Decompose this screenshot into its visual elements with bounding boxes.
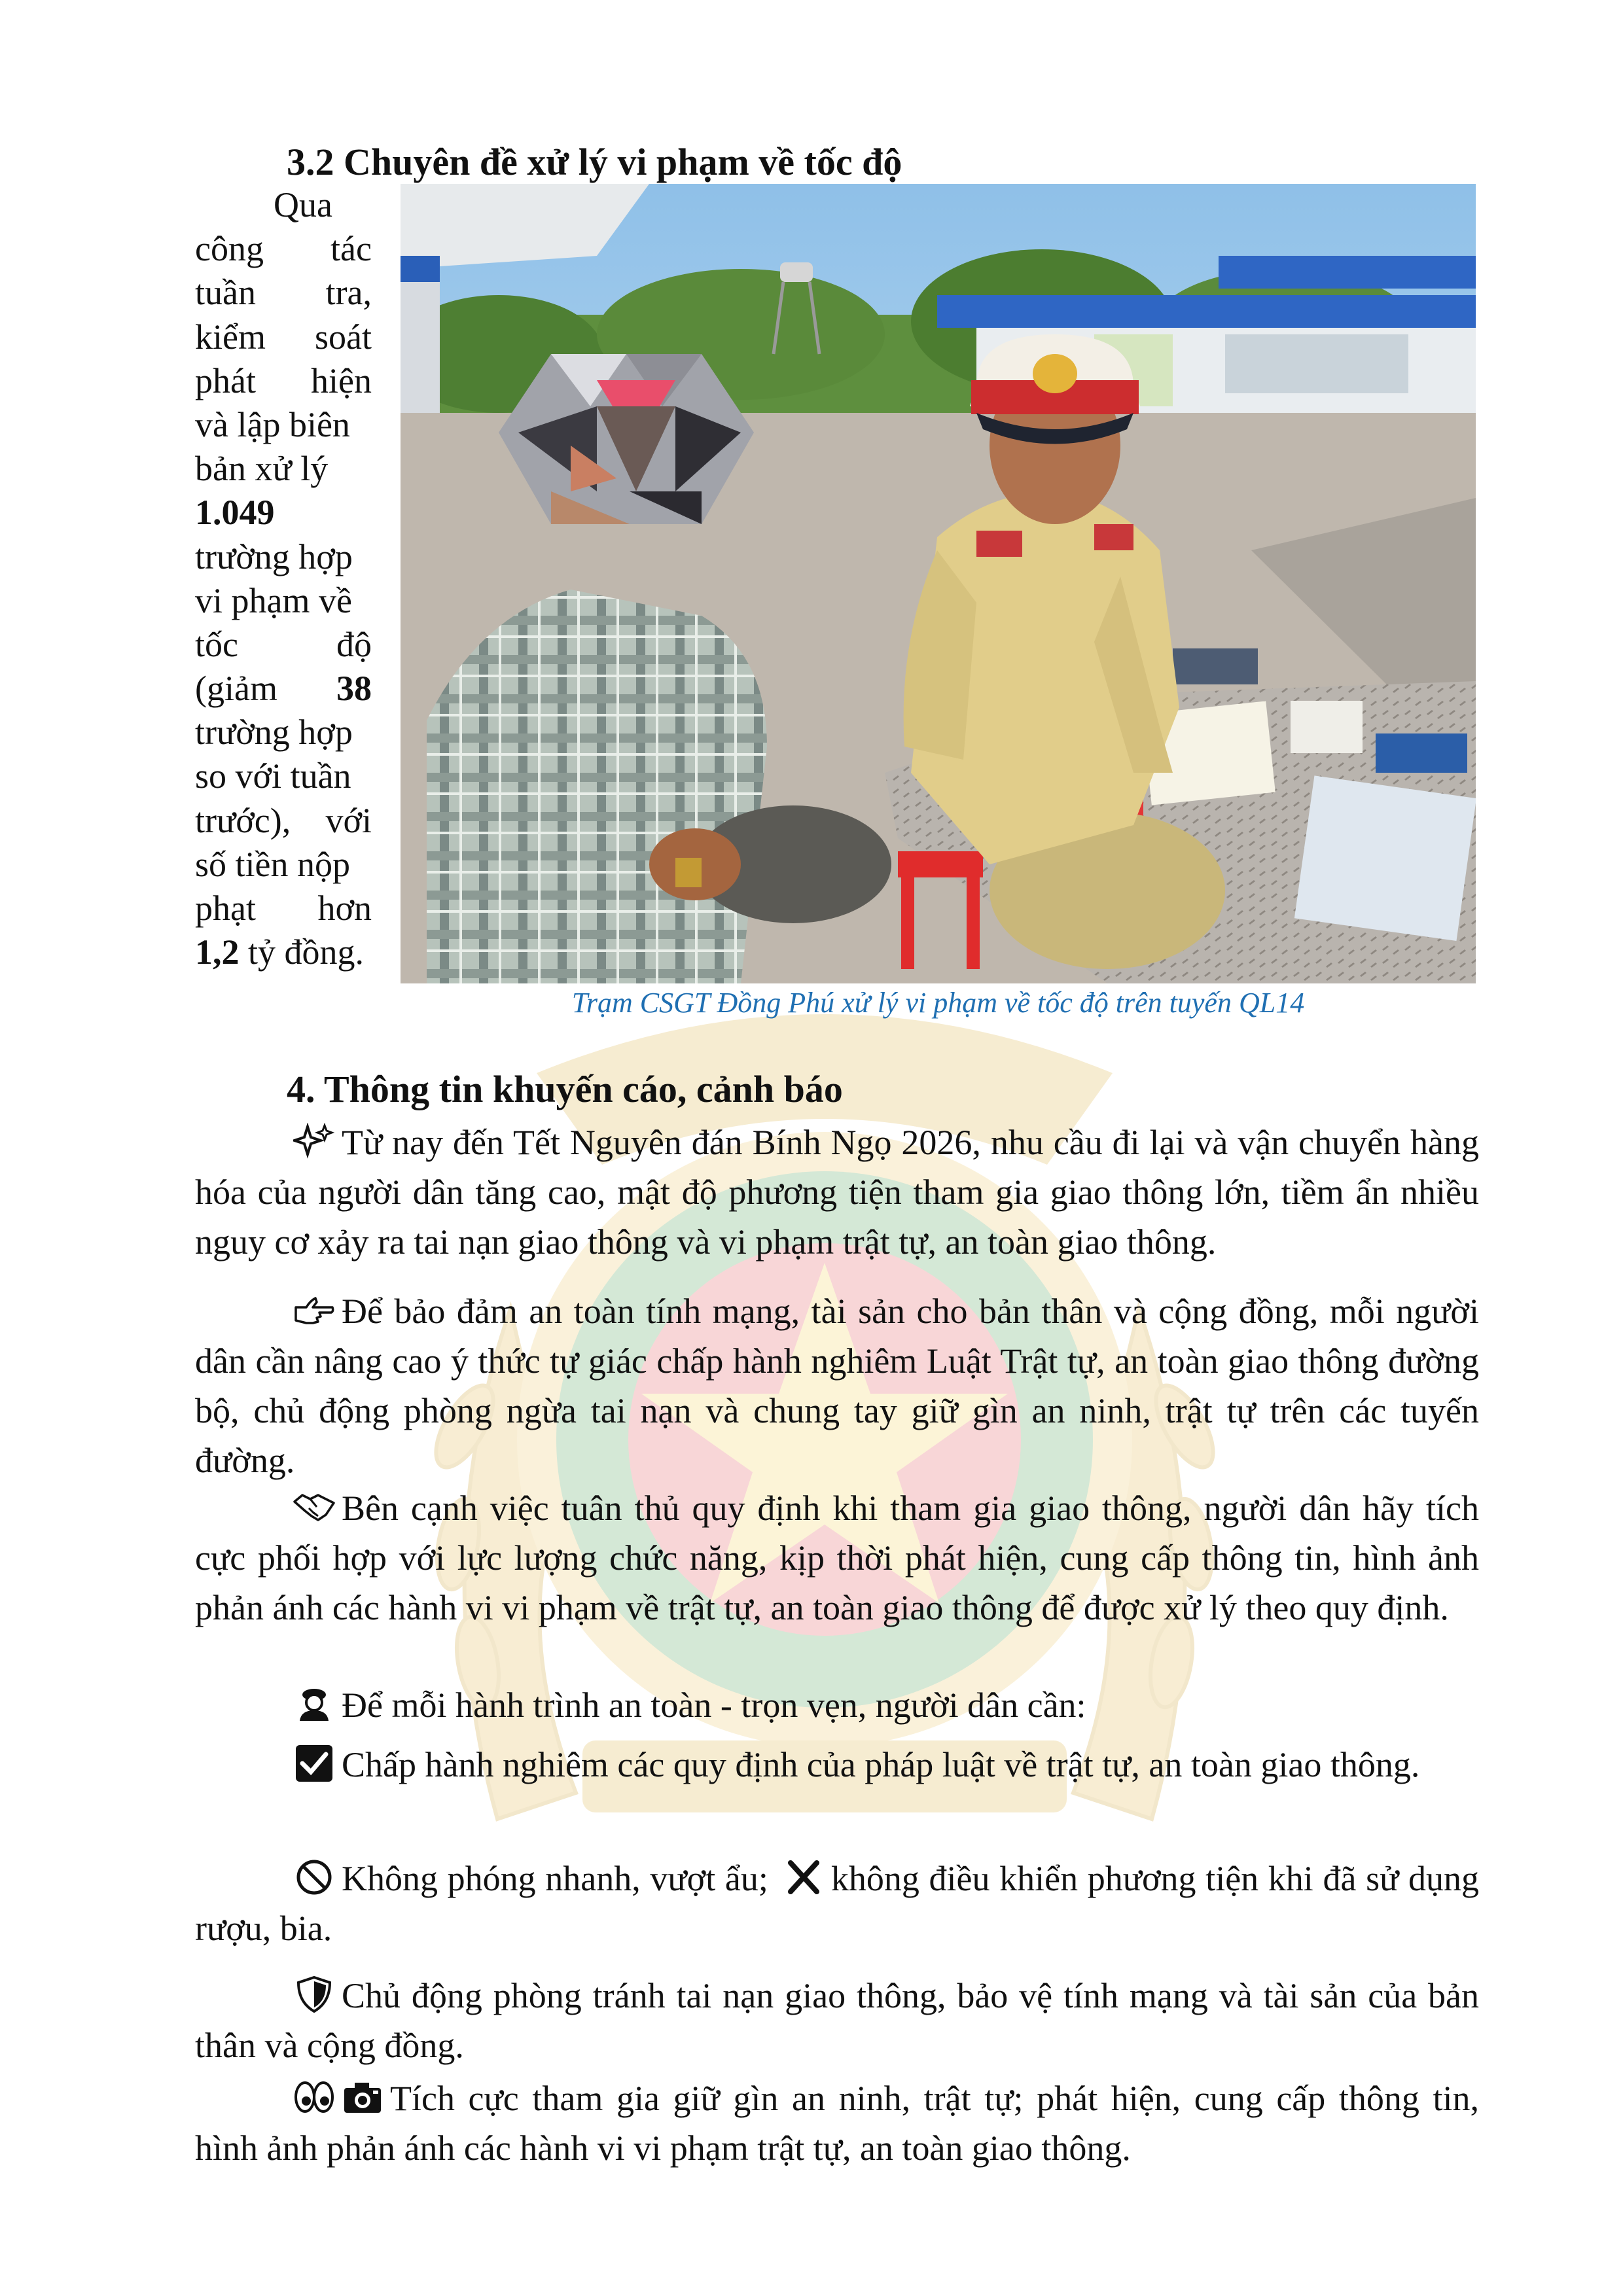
sparkle-icon <box>293 1123 335 1159</box>
cross-mark-icon <box>783 1859 825 1896</box>
paragraph-no-speeding: Không phóng nhanh, vượt ẩu; không điều khiển phương tiện khi đã sử dụng rượu, bia. <box>195 1859 1479 1948</box>
section-title-speed: 3.2 Chuyên đề xử lý vi phạm về tốc độ <box>287 141 902 183</box>
side-line: so với tuần <box>195 756 351 796</box>
paragraph-safety-awareness: Để bảo đảm an toàn tính mạng, tài sản cho bản thân và cộng đồng, mỗi người dân cần nâng cao ý thức tự giác chấp hành nghiêm Luật Trật tự, an toàn giao thông đường bộ, chủ động phòng ngừa tai nạn và chung tay giữ gìn an ninh, trật tự trên các tuyến đường. <box>195 1292 1479 1480</box>
side-line: phạt hơn <box>195 889 372 928</box>
side-line: công tác <box>195 229 372 269</box>
camera-icon <box>342 2079 383 2115</box>
paragraph-journey-intro: Để mỗi hành trình an toàn - trọn vẹn, người dân cần: <box>195 1680 1479 1730</box>
side-line: bản xử lý <box>195 449 329 489</box>
side-line: tuần tra, <box>195 273 372 313</box>
traffic-police-photo <box>401 184 1476 983</box>
side-line: 1,2 tỷ đồng. <box>195 932 365 972</box>
side-line: và lập biên <box>195 404 350 444</box>
side-line: tốc độ <box>195 624 372 664</box>
paragraph-report-violations: Tích cực tham gia giữ gìn an ninh, trật tự; phát hiện, cung cấp thông tin, hình ảnh phản ánh các hành vi vi phạm trật tự, an toàn giao thông. <box>195 2079 1479 2168</box>
side-line: phát hiện <box>195 361 372 400</box>
paragraph-comply-law: Chấp hành nghiêm các quy định của pháp luật về trật tự, an toàn giao thông. <box>195 1740 1479 1790</box>
paragraph-cooperation: Bên cạnh việc tuân thủ quy định khi tham gia giao thông, người dân hãy tích cực phối hợp với lực lượng chức năng, kịp thời phát hiện, cung cấp thông tin, hình ảnh phản ánh các hành vi vi phạm về trật tự, an toàn giao thông để được xử lý theo quy định. <box>195 1489 1479 1627</box>
eyes-icon <box>293 2079 335 2115</box>
side-line: Qua <box>274 185 332 224</box>
side-line: 1.049 <box>195 493 275 533</box>
paragraph-prevent-accidents: Chủ động phòng tránh tai nạn giao thông, bảo vệ tính mạng và tài sản của bản thân và cộng đồng. <box>195 1976 1479 2065</box>
side-line: vi phạm về <box>195 580 352 620</box>
side-line: trước), với <box>195 800 372 840</box>
side-line: số tiền nộp <box>195 844 350 884</box>
section-title-advisory: 4. Thông tin khuyến cáo, cảnh báo <box>287 1068 843 1110</box>
side-line: (giảm 38 <box>195 669 372 709</box>
handshake-icon <box>293 1489 335 1525</box>
side-line: trường hợp <box>195 537 353 576</box>
guard-icon <box>293 1686 335 1722</box>
no-entry-icon <box>293 1859 335 1896</box>
photo-caption: Trạm CSGT Đồng Phú xử lý vi phạm về tốc độ trên tuyến QL14 <box>571 987 1305 1019</box>
side-line: kiểm soát <box>195 317 372 357</box>
paragraph-holiday-travel: Từ nay đến Tết Nguyên đán Bính Ngọ 2026, nhu cầu đi lại và vận chuyển hàng hóa của người dân tăng cao, mật độ phương tiện tham gia giao thông lớn, tiềm ẩn nhiều nguy cơ xảy ra tai nạn giao thông và vi phạm trật tự, an toàn giao thông. <box>195 1123 1479 1262</box>
shield-icon <box>293 1976 335 2013</box>
check-box-icon <box>293 1745 335 1782</box>
side-text-column <box>195 183 372 974</box>
pointing-hand-icon <box>293 1292 335 1328</box>
side-line: trường hợp <box>195 713 353 752</box>
